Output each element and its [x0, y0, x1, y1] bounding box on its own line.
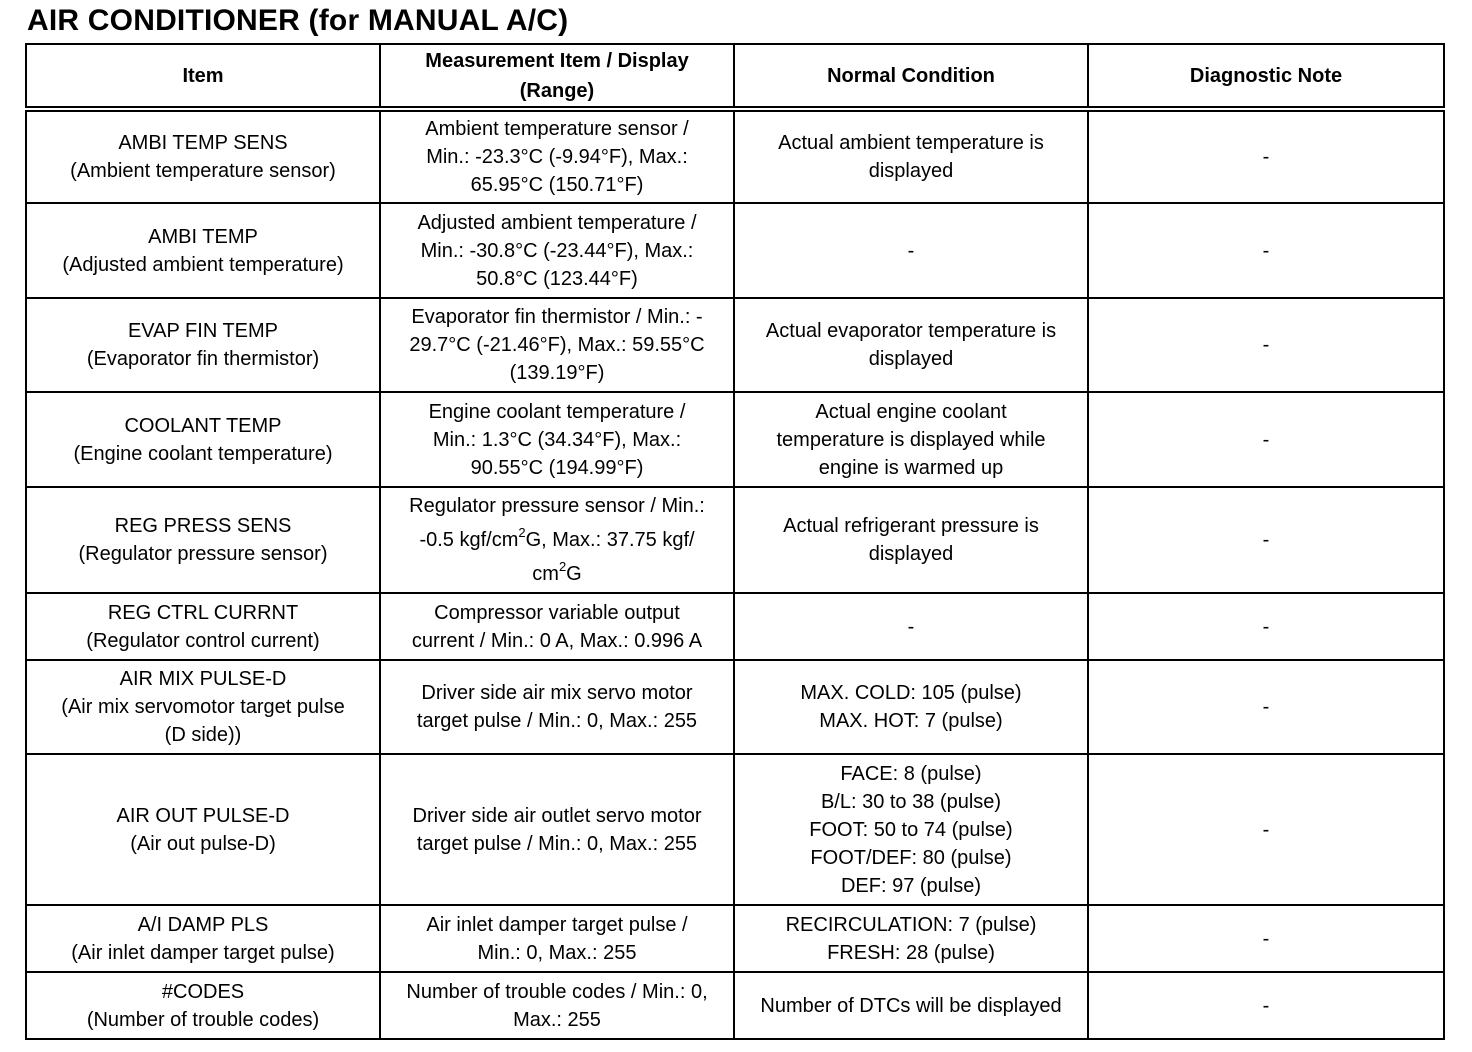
cell-item: AIR MIX PULSE-D (Air mix servomotor target pulse (D side)) — [26, 660, 380, 754]
header-measurement: Measurement Item / Display (Range) — [380, 44, 734, 109]
cell-measurement: Driver side air mix servo motor target pulse / Min.: 0, Max.: 255 — [380, 660, 734, 754]
measurement-line: Regulator pressure sensor / Min.: — [409, 495, 705, 517]
cell-item: EVAP FIN TEMP (Evaporator fin thermistor) — [26, 298, 380, 392]
cell-normal: - — [734, 593, 1088, 660]
measurement-line: cm — [532, 563, 559, 585]
cell-note: - — [1088, 298, 1444, 392]
cell-measurement: Number of trouble codes / Min.: 0, Max.: 255 — [380, 972, 734, 1039]
page-title: AIR CONDITIONER (for MANUAL A/C) — [27, 4, 569, 37]
cell-normal: Actual evaporator temperature is displayed — [734, 298, 1088, 392]
table-row — [26, 905, 1444, 972]
cell-item: AMBI TEMP SENS (Ambient temperature sensor) — [26, 109, 380, 203]
header-item: Item — [26, 44, 380, 109]
measurement-line: G — [566, 563, 582, 585]
cell-normal: MAX. COLD: 105 (pulse) MAX. HOT: 7 (pulse) — [734, 660, 1088, 754]
table-row — [26, 203, 1444, 298]
table-row — [26, 972, 1444, 1039]
measurement-line: -0.5 kgf/cm — [419, 529, 519, 551]
cell-item: AMBI TEMP (Adjusted ambient temperature) — [26, 203, 380, 298]
superscript: 2 — [518, 525, 526, 541]
cell-normal: Actual ambient temperature is displayed — [734, 109, 1088, 203]
table-header-row — [26, 44, 1444, 109]
cell-measurement — [380, 487, 734, 593]
cell-note: - — [1088, 905, 1444, 972]
table-row — [26, 392, 1444, 487]
cell-measurement: Air inlet damper target pulse / Min.: 0, Max.: 255 — [380, 905, 734, 972]
data-table — [25, 43, 1445, 1040]
cell-normal: RECIRCULATION: 7 (pulse) FRESH: 28 (pulse) — [734, 905, 1088, 972]
cell-measurement: Evaporator fin thermistor / Min.: - 29.7°C (-21.46°F), Max.: 59.55°C (139.19°F) — [380, 298, 734, 392]
cell-note: - — [1088, 972, 1444, 1039]
cell-normal: - — [734, 203, 1088, 298]
table-row — [26, 487, 1444, 593]
cell-note: - — [1088, 593, 1444, 660]
table-row — [26, 109, 1444, 203]
cell-note: - — [1088, 203, 1444, 298]
cell-note: - — [1088, 487, 1444, 593]
cell-note: - — [1088, 754, 1444, 905]
superscript: 2 — [558, 559, 567, 575]
cell-note: - — [1088, 109, 1444, 203]
cell-item: A/I DAMP PLS (Air inlet damper target pulse) — [26, 905, 380, 972]
cell-measurement: Compressor variable output current / Min.: 0 A, Max.: 0.996 A — [380, 593, 734, 660]
header-normal-condition: Normal Condition — [734, 44, 1088, 109]
table-row — [26, 754, 1444, 905]
cell-normal: Actual engine coolant temperature is displayed while engine is warmed up — [734, 392, 1088, 487]
table-row — [26, 298, 1444, 392]
cell-item: REG CTRL CURRNT (Regulator control current) — [26, 593, 380, 660]
cell-normal: Number of DTCs will be displayed — [734, 972, 1088, 1039]
cell-note: - — [1088, 392, 1444, 487]
cell-item: #CODES (Number of trouble codes) — [26, 972, 380, 1039]
cell-measurement: Ambient temperature sensor / Min.: -23.3°C (-9.94°F), Max.: 65.95°C (150.71°F) — [380, 109, 734, 203]
cell-item: AIR OUT PULSE-D (Air out pulse-D) — [26, 754, 380, 905]
cell-note: - — [1088, 660, 1444, 754]
cell-item: COOLANT TEMP (Engine coolant temperature) — [26, 392, 380, 487]
cell-measurement: Driver side air outlet servo motor target pulse / Min.: 0, Max.: 255 — [380, 754, 734, 905]
cell-normal: Actual refrigerant pressure is displayed — [734, 487, 1088, 593]
table-row — [26, 660, 1444, 754]
measurement-line: G, Max.: 37.75 kgf/ — [525, 529, 695, 551]
cell-measurement: Adjusted ambient temperature / Min.: -30.8°C (-23.44°F), Max.: 50.8°C (123.44°F) — [380, 203, 734, 298]
cell-normal: FACE: 8 (pulse) B/L: 30 to 38 (pulse) FOOT: 50 to 74 (pulse) FOOT/DEF: 80 (pulse) DEF: 97 (pulse) — [734, 754, 1088, 905]
table-row — [26, 593, 1444, 660]
cell-item: REG PRESS SENS (Regulator pressure sensor) — [26, 487, 380, 593]
cell-measurement: Engine coolant temperature / Min.: 1.3°C (34.34°F), Max.: 90.55°C (194.99°F) — [380, 392, 734, 487]
header-diagnostic-note: Diagnostic Note — [1088, 44, 1444, 109]
